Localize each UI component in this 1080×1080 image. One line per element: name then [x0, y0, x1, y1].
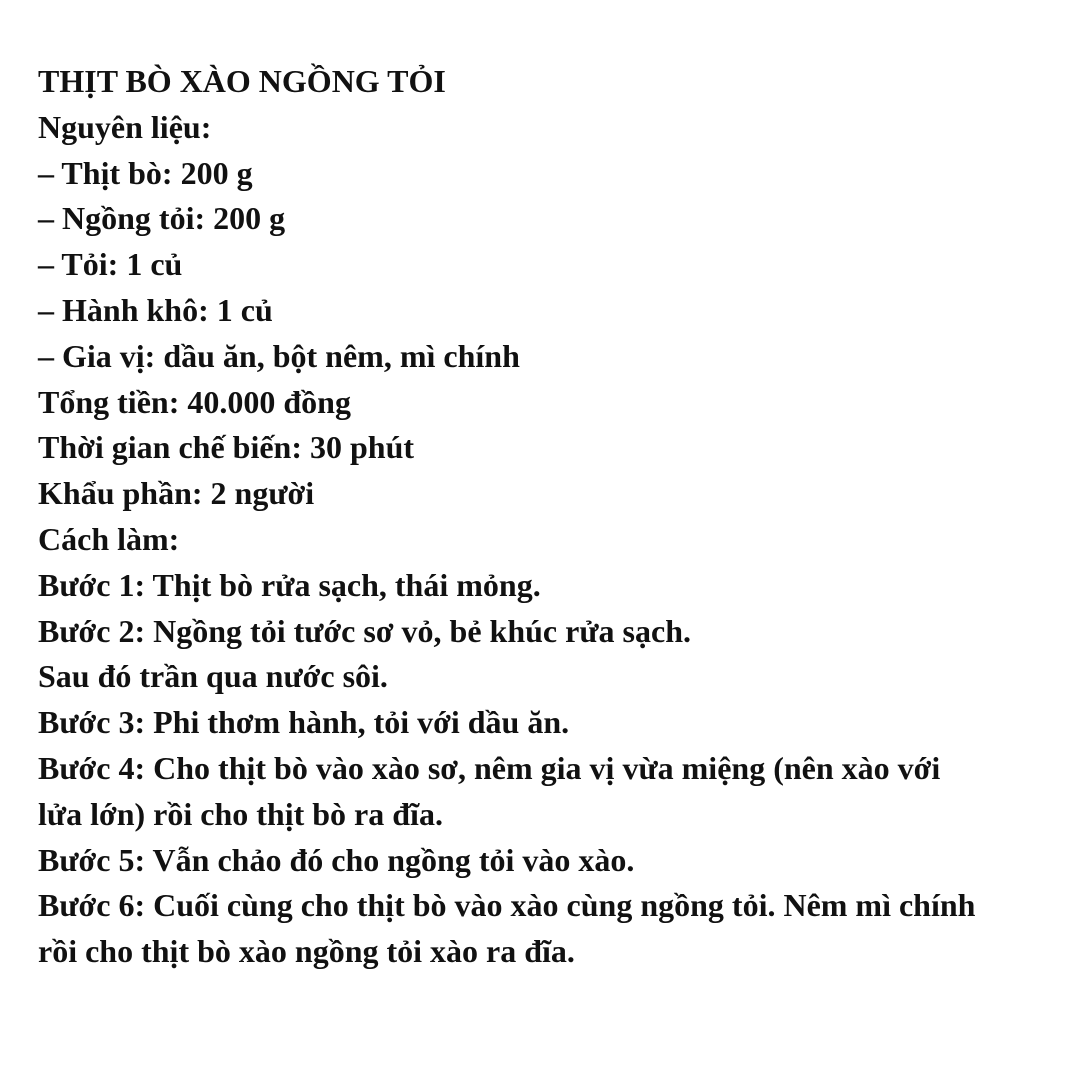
step-line: Sau đó trần qua nước sôi. [38, 658, 388, 695]
step-line: Bước 2: Ngồng tỏi tước sơ vỏ, bẻ khúc rửa sạch. [38, 612, 691, 649]
ingredient-item: – Tỏi: 1 củ [38, 246, 183, 283]
step-line: rồi cho thịt bò xào ngồng tỏi xào ra đĩa. [38, 933, 575, 970]
step-line: Bước 1: Thịt bò rửa sạch, thái mỏng. [38, 566, 541, 603]
ingredients-heading: Nguyên liệu: [38, 108, 212, 145]
step-line: lửa lớn) rồi cho thịt bò ra đĩa. [38, 795, 443, 832]
total-cost: Tổng tiền: 40.000 đồng [38, 383, 351, 420]
servings: Khẩu phần: 2 người [38, 475, 315, 512]
ingredient-item: – Hành khô: 1 củ [38, 291, 273, 328]
recipe-document [38, 59, 1068, 975]
step-line: Bước 3: Phi thơm hành, tỏi với dầu ăn. [38, 704, 570, 741]
recipe-title: THỊT BÒ XÀO NGỒNG TỎI [38, 63, 446, 99]
ingredient-item: – Thịt bò: 200 g [38, 154, 253, 191]
step-line: Bước 4: Cho thịt bò vào xào sơ, nêm gia vị vừa miệng (nên xào với [38, 749, 941, 786]
step-line: Bước 6: Cuối cùng cho thịt bò vào xào cùng ngồng tỏi. Nêm mì chính [38, 887, 976, 924]
step-line: Bước 5: Vẫn chảo đó cho ngồng tỏi vào xào. [38, 841, 635, 878]
method-heading: Cách làm: [38, 520, 180, 557]
ingredient-item: – Gia vị: dầu ăn, bột nêm, mì chính [38, 337, 520, 374]
prep-time: Thời gian chế biến: 30 phút [38, 429, 415, 466]
ingredient-item: – Ngồng tỏi: 200 g [38, 200, 286, 237]
